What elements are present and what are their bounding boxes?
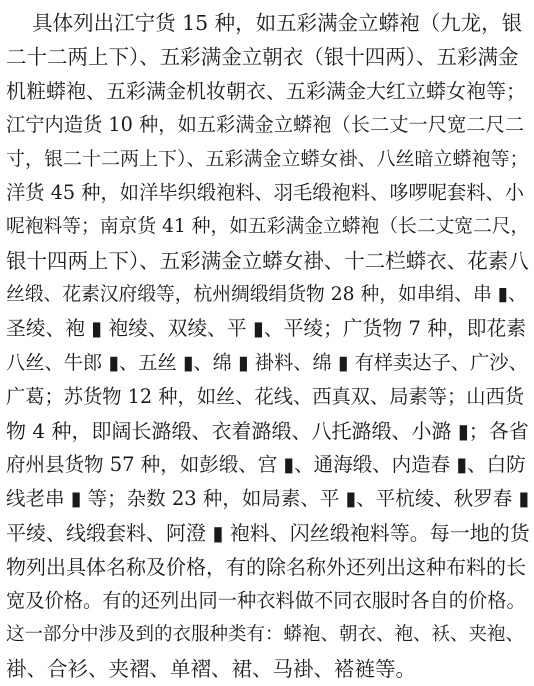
text-line-1: 具体列出江宁货 15 种，如五彩满金立蟒袍（九龙，银 — [6, 11, 523, 35]
text-line-19: 这一部分中涉及到的衣服种类有：蟒袍、朝衣、袍、袄、夹袍、 — [6, 624, 525, 645]
text-line-5: 寸，银二十二两上下）、五彩满金立蟒女褂、八丝暗立蟒袍等； — [6, 148, 529, 170]
text-line-2: 二十二两上下）、五彩满金立朝衣（银十四两）、五彩满金 — [6, 45, 519, 69]
text-line-9: 丝缎、花素汉府缎等，杭州绸缎绢货物 28 种，如串绢、串 ▮、 — [6, 284, 527, 305]
text-line-16: 平绫、线缎套料、阿澄 ▮ 袍料、闪丝缎袍料等。每一地的货 — [6, 521, 530, 545]
text-line-4: 江宁内造货 10 种，如五彩满金立蟒袍（长二丈一尺宽二尺二 — [6, 113, 524, 136]
text-line-11: 八丝、牛郎 ▮、五丝 ▮、绵 ▮ 褂料、绵 ▮ 有样卖达子、广沙、 — [6, 351, 528, 374]
text-line-3: 机粧蟒袍、五彩满金机妆朝衣、五彩满金大红立蟒女袍等； — [6, 79, 526, 103]
text-line-6: 洋货 45 种，如洋毕织缎袍料、羽毛缎袍料、哆啰呢套料、小 — [6, 181, 524, 204]
text-line-10: 圣绫、袍 ▮ 袍绫、双绫、平 ▮、平绫；广货物 7 种，即花素 — [6, 317, 526, 340]
text-line-15: 线老串 ▮ 等；杂数 23 种，如局素、平 ▮、平杭绫、秋罗春 ▮ — [6, 487, 530, 510]
text-line-17: 物列出具体名称及价格，有的除名称外还列出这种布料的长 — [6, 555, 526, 579]
text-line-20: 褂、合衫、夹褶、单褶、裙、马褂、褡裢等。 — [6, 657, 416, 681]
text-line-12: 广葛；苏货物 12 种，如丝、花线、西真双、局素等；山西货 — [6, 385, 524, 408]
text-line-18: 宽及价格。有的还列出同一种衣料做不同衣服时各自的价格。 — [6, 589, 526, 612]
text-line-8: 银十四两上下）、五彩满金立蟒女褂、十二栏蟒衣、花素八 — [6, 249, 529, 273]
text-line-14: 府州县货物 57 种，如彭缎、宫 ▮、通海缎、内造春 ▮、白防 — [6, 453, 526, 476]
document-page — [6, 6, 530, 681]
text-line-13: 物 4 种，即阔长潞缎、衣着潞缎、八托潞缎、小潞 ▮；各省 — [6, 419, 529, 443]
text-line-7: 呢袍料等；南京货 41 种，如五彩满金立蟒袍（长二丈宽二尺， — [6, 216, 530, 237]
